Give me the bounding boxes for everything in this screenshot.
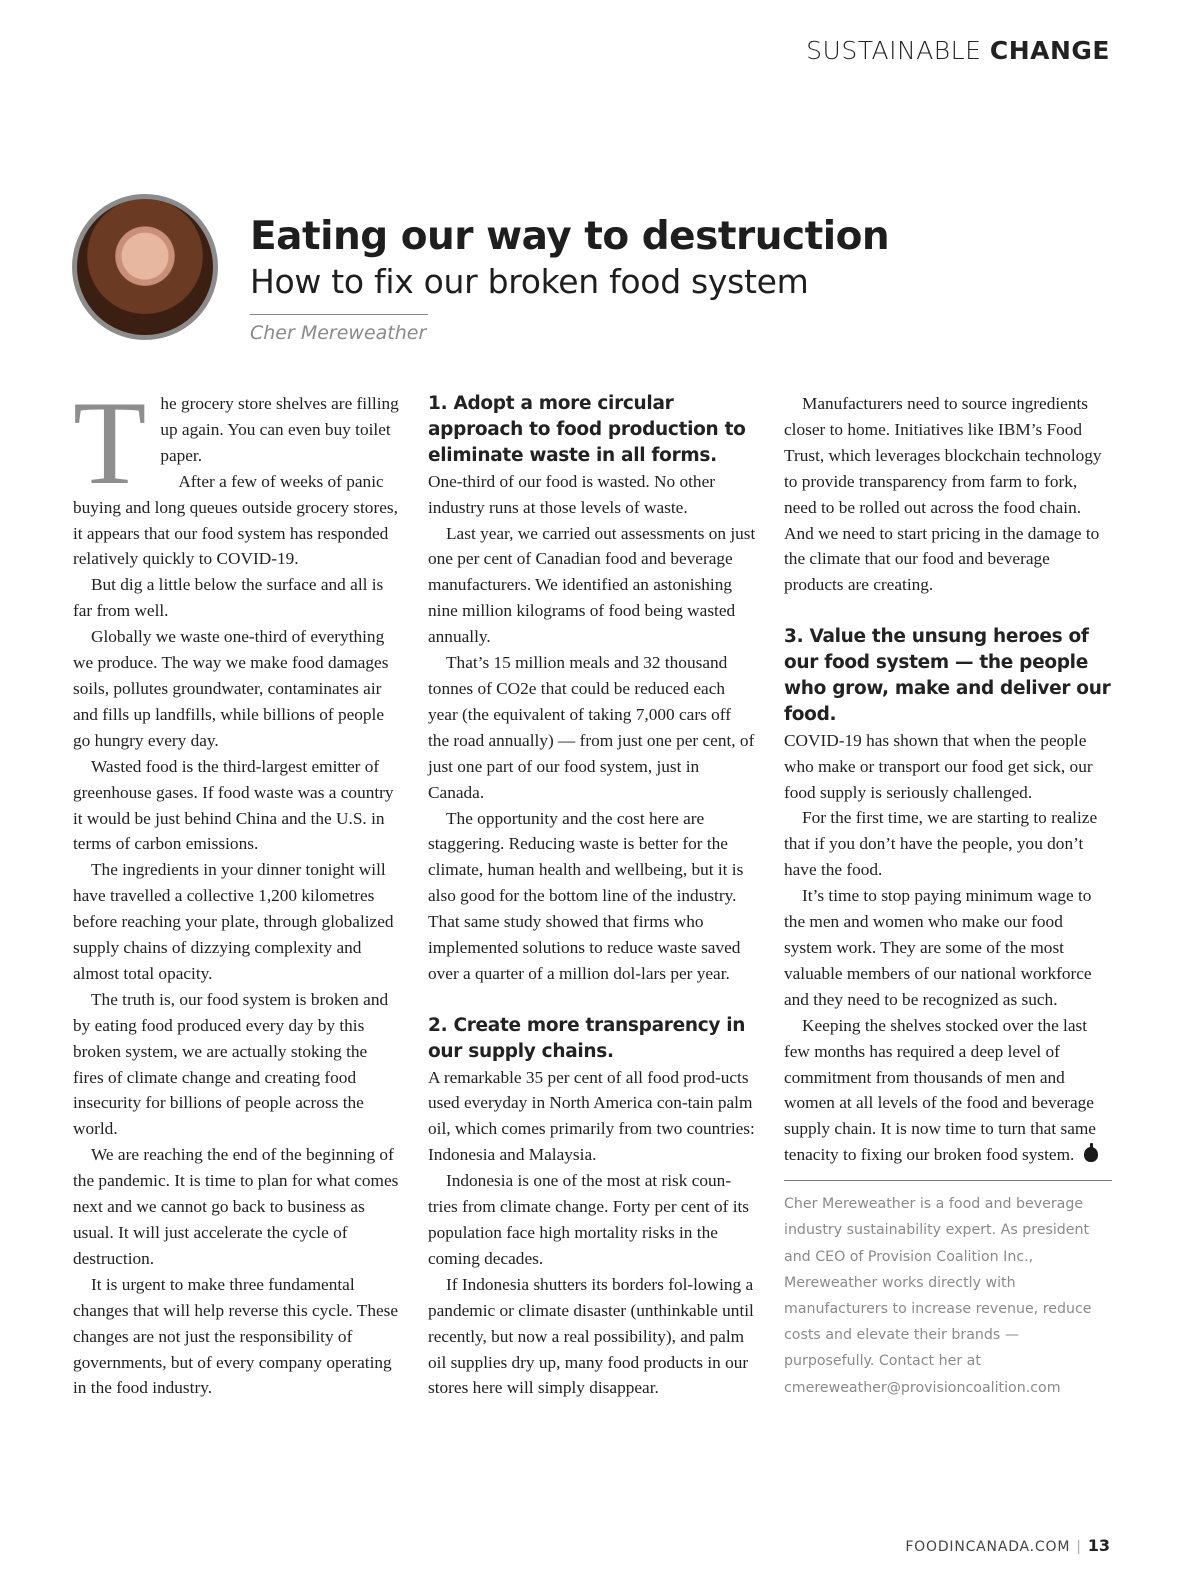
body-paragraph: The opportunity and the cost here are staggering. Reducing waste is better for the climate, human health and wellbeing, but it is also good for the bottom line of the industry. That same study showed that firms who implemented solutions to reduce waste saved over a quarter of a million dol-lars per year.: [428, 808, 744, 983]
intro-paragraph: [73, 376, 401, 509]
section-header: [806, 36, 1110, 65]
body-paragraph: The ingredients in your dinner tonight will have travelled a collective 1,200 kilometres before reaching your plate, through globalized supply chains of dizzying complexity and almost total opacity.: [73, 860, 394, 983]
body-paragraph: After a few of weeks of panic buying and long queues outside grocery stores, it appears that our food system has responded relatively quickly to COVID-19.: [73, 471, 398, 569]
body-paragraph: Last year, we carried out assessments on just one per cent of Canadian food and beverage manufacturers. We identified an astonishing nine million kilograms of food being wasted annually.: [428, 523, 756, 647]
body-paragraph: Wasted food is the third-largest emitter of greenhouse gases. If food waste was a country it would be just behind China and the U.S. in terms of carbon emissions.: [73, 756, 394, 854]
footer-site: FOODINCANADA.COM: [905, 1539, 1071, 1555]
section-heading-1: 1. Adopt a more circular approach to food production to eliminate waste in all forms.: [428, 393, 746, 466]
closing-text: Keeping the shelves stocked over the last few months has required a deep level of commitment from thousands of men and women at all levels of the food and beverage supply chain. It is now time to turn that same tenacity to fixing our broken food system.: [784, 1015, 1096, 1165]
footer-separator: |: [1076, 1539, 1082, 1555]
body-paragraph: Manufacturers need to source ingredients closer to home. Initiatives like IBM’s Food Trust, which leverages blockchain technology to provide transparency from farm to fork, need to be rolled out across the food chain. And we need to start pricing in the damage to the climate that our food and beverage products are creating.: [784, 394, 1102, 595]
column-1: [73, 376, 401, 1401]
body-paragraph: The truth is, our food system is broken and by eating food produced every day by this broken system, we are actually stoking the fires of climate change and creating food insecurity for billions of people across the world.: [73, 989, 389, 1139]
body-paragraph: Globally we waste one-third of everything we produce. The way we make food damages soils, pollutes groundwater, contaminates air and fills up landfills, while billions of people go hungry every day.: [73, 627, 389, 750]
drop-cap: T: [73, 376, 147, 509]
bio-divider: [784, 1180, 1112, 1181]
section-gap: [784, 598, 1112, 624]
column-3: [784, 391, 1112, 1401]
body-paragraph: But dig a little below the surface and all is far from well.: [73, 575, 384, 621]
body-paragraph: Indonesia is one of the most at risk coun-tries from climate change. Forty per cent of its population face high mortality risks in the coming decades.: [428, 1171, 750, 1268]
author-byline: Cher Mereweather: [250, 322, 427, 344]
column-2: [428, 391, 756, 1401]
section-gap: [428, 987, 756, 1013]
section-heading-3: 3. Value the unsung heroes of our food system — the people who grow, make and deliver our food.: [784, 626, 1111, 725]
section-heading-2: 2. Create more transparency in our supply chains.: [428, 1014, 746, 1062]
body-paragraph: For the first time, we are starting to realize that if you don’t have the people, you don’t have the food.: [784, 808, 1098, 880]
intro-text: he grocery store shelves are filling up again. You can even buy toilet paper.: [160, 394, 399, 465]
body-paragraph: We are reaching the end of the beginning of the pandemic. It is time to plan for what comes next and we cannot go back to business as usual. It will just accelerate the cycle of destruction.: [73, 1145, 399, 1268]
article-subtitle: How to fix our broken food system: [250, 262, 809, 301]
section-header-light: SUSTAINABLE: [806, 36, 982, 65]
body-paragraph: If Indonesia shutters its borders fol-lowing a pandemic or climate disaster (unthinkable until recently, but now a real possibility), and palm oil supplies dry up, many food products in our stores here will simply disappear.: [428, 1274, 754, 1398]
closing-paragraph: [784, 1013, 1112, 1168]
article-title: Eating our way to destruction: [250, 214, 890, 259]
author-bio: Cher Mereweather is a food and beverage industry sustainability expert. As president and CEO of Provision Coalition Inc., Mereweather works directly with manufacturers to increase revenue, reduce costs and elevate their brands — purposefully. Contact her at cmereweather@provisioncoalition.com: [784, 1196, 1092, 1396]
body-paragraph: COVID-19 has shown that when the people who make or transport our food get sick, our food supply is seriously challenged.: [784, 730, 1093, 802]
body-paragraph: It’s time to stop paying minimum wage to the men and women who make our food system work. They are some of the most valuable members of our national workforce and they need to be recognized as such.: [784, 886, 1092, 1009]
body-paragraph: A remarkable 35 per cent of all food prod-ucts used everyday in North America con-tain palm oil, which comes primarily from two countries: Indonesia and Malaysia.: [428, 1067, 755, 1165]
page-footer: [905, 1536, 1110, 1555]
author-photo: [72, 194, 218, 340]
body-paragraph: It is urgent to make three fundamental changes that will help reverse this cycle. These changes are not just the responsibility of governments, but of every company operating in the food industry.: [73, 1274, 399, 1398]
section-header-bold: CHANGE: [989, 36, 1110, 65]
apple-icon: [1084, 1147, 1098, 1162]
body-paragraph: That’s 15 million meals and 32 thousand tonnes of CO2e that could be reduced each year (the equivalent of taking 7,000 cars off the road annually) — from just one per cent, of just one part of our food system, just in Canada.: [428, 653, 755, 802]
body-paragraph: One-third of our food is wasted. No other industry runs at those levels of waste.: [428, 471, 715, 517]
page-number: 13: [1087, 1536, 1110, 1555]
title-divider: [250, 314, 428, 315]
